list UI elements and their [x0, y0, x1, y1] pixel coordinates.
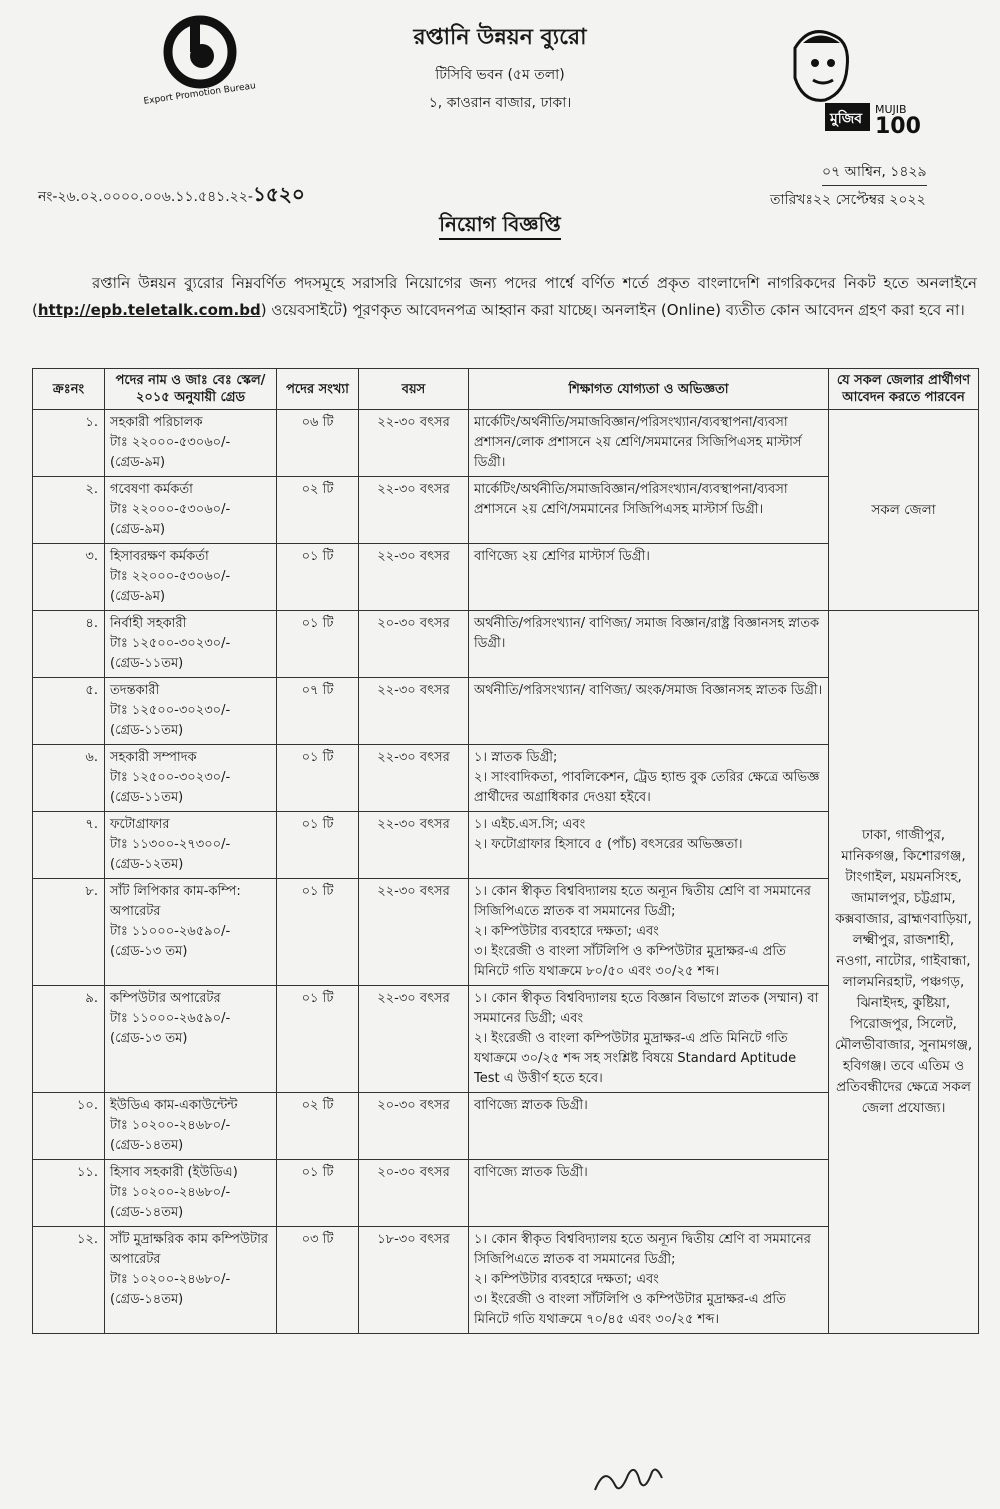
pay-scale: টাঃ ১১০০০-২৬৫৯০/-	[110, 924, 231, 939]
row-post	[105, 477, 277, 544]
post-name: হিসাবরক্ষণ কর্মকর্তা	[110, 549, 209, 564]
row-age: ২২-৩০ বৎসর	[359, 986, 469, 1093]
row-qualification	[469, 1160, 829, 1227]
row-count: ০৭ টি	[277, 678, 359, 745]
pay-scale: টাঃ ১২৫০০-৩০২৩০/-	[110, 703, 231, 718]
row-serial: ১২.	[33, 1227, 105, 1334]
notice-title-text: নিয়োগ বিজ্ঞপ্তি	[439, 212, 561, 240]
row-age: ২০-৩০ বৎসর	[359, 611, 469, 678]
memo-reference	[38, 180, 305, 213]
pay-scale: টাঃ ২২০০০-৫৩০৬০/-	[110, 435, 231, 450]
row-qualification	[469, 1227, 829, 1334]
row-count: ০৬ টি	[277, 410, 359, 477]
qualification-line: অর্থনীতি/পরিসংখ্যান/ বাণিজ্য/ অংক/সমাজ বিজ্ঞানসহ স্নাতক ডিগ্রী।	[474, 683, 823, 698]
row-qualification	[469, 611, 829, 678]
post-name: সহকারী পরিচালক	[110, 415, 203, 430]
row-count: ০১ টি	[277, 1160, 359, 1227]
table-row	[33, 410, 979, 477]
row-age: ২২-৩০ বৎসর	[359, 544, 469, 611]
grade: (গ্রেড-১১তম)	[110, 723, 184, 738]
row-qualification	[469, 986, 829, 1093]
qualification-line: মার্কেটিং/অর্থনীতি/সমাজবিজ্ঞান/পরিসংখ্যান/ব্যবস্থাপনা/ব্যবসা প্রশাসনে ২য় শ্রেণি/সমমানের সিজিপিএসহ মাস্টার্স ডিগ্রী।	[474, 482, 788, 517]
intro-text-after: ওয়েবসাইটে) পূরণকৃত আবেদনপত্র আহ্বান করা যাচ্ছে। অনলাইন (Online) ব্যতীত কোন আবেদন গ্রহণ করা হবে না।	[266, 301, 965, 319]
signature	[590, 1460, 670, 1500]
pay-scale: টাঃ ২২০০০-৫৩০৬০/-	[110, 502, 231, 517]
pay-scale: টাঃ ১১৩০০-২৭৩০০/-	[110, 837, 231, 852]
row-count: ০২ টি	[277, 1093, 359, 1160]
grade: (গ্রেড-১২তম)	[110, 857, 184, 872]
district-list: ঢাকা, গাজীপুর, মানিকগঞ্জ, কিশোরগঞ্জ, টাংগাইল, ময়মনসিংহ, জামালপুর, চট্টগ্রাম, কক্সবাজার, ব্রাহ্মণবাড়িয়া, লক্ষ্মীপুর, রাজশাহী, নওগা, নাটোর, গাইবান্ধা, লালমনিরহাট, পঞ্চগড়, ঝিনাইদহ, কুষ্টিয়া, পিরোজপুর, সিলেট, মৌলভীবাজার, সুনামগঞ্জ, হবিগঞ্জ। তবে এতিম ও প্রতিবন্ধীদের ক্ষেত্রে সকল জেলা প্রযোজ্য।	[829, 611, 979, 1334]
pay-scale: টাঃ ১০২০০-২৪৬৮০/-	[110, 1118, 231, 1133]
pay-scale: টাঃ ১২৫০০-৩০২৩০/-	[110, 770, 231, 785]
row-qualification	[469, 812, 829, 879]
row-post	[105, 410, 277, 477]
memo-ref-number: ১৫২০	[252, 182, 305, 206]
header-serial: ক্রঃনং	[33, 369, 105, 410]
district-all: সকল জেলা	[829, 410, 979, 611]
header-post: পদের নাম ও জাঃ বেঃ স্কেল/২০১৫ অনুযায়ী গ্রেড	[105, 369, 277, 410]
pay-scale: টাঃ ১০২০০-২৪৬৮০/-	[110, 1185, 231, 1200]
row-serial: ৯.	[33, 986, 105, 1093]
row-age: ১৮-৩০ বৎসর	[359, 1227, 469, 1334]
org-header	[300, 20, 700, 115]
table-row	[33, 611, 979, 678]
qualification-line: ১। স্নাতক ডিগ্রী;	[474, 750, 558, 765]
row-post	[105, 611, 277, 678]
row-serial: ২.	[33, 477, 105, 544]
table-header-row	[33, 369, 979, 410]
header-qualification: শিক্ষাগত যোগ্যতা ও অভিজ্ঞতা	[469, 369, 829, 410]
row-count: ০১ টি	[277, 745, 359, 812]
row-age: ২২-৩০ বৎসর	[359, 678, 469, 745]
row-serial: ৪.	[33, 611, 105, 678]
row-post	[105, 1227, 277, 1334]
row-age: ২২-৩০ বৎসর	[359, 812, 469, 879]
epb-logo	[143, 10, 257, 107]
row-post	[105, 544, 277, 611]
row-qualification	[469, 544, 829, 611]
qualification-line: ২। কম্পিউটার ব্যবহারে দক্ষতা; এবং	[474, 1272, 659, 1287]
post-name: হিসাব সহকারী (ইউডিএ)	[110, 1165, 238, 1180]
row-age: ২২-৩০ বৎসর	[359, 745, 469, 812]
org-address: ১, কাওরান বাজার, ঢাকা।	[428, 95, 572, 111]
vacancy-table	[32, 368, 979, 1334]
qualification-line: বাণিজ্যে স্নাতক ডিগ্রী।	[474, 1165, 588, 1180]
row-age: ২২-৩০ বৎসর	[359, 477, 469, 544]
row-serial: ৬.	[33, 745, 105, 812]
qualification-line: ২। ফটোগ্রাফার হিসাবে ৫ (পাঁচ) বৎসরের অভিজ্ঞতা।	[474, 837, 743, 852]
post-name: ইউডিএ কাম-একাউন্টেন্ট	[110, 1098, 238, 1113]
memo-date	[770, 160, 927, 212]
row-qualification	[469, 477, 829, 544]
row-serial: ৫.	[33, 678, 105, 745]
header-age: বয়স	[359, 369, 469, 410]
grade: (গ্রেড-৯ম)	[110, 522, 166, 537]
row-serial: ১১.	[33, 1160, 105, 1227]
pay-scale: টাঃ ১২৫০০-৩০২৩০/-	[110, 636, 231, 651]
qualification-line: ২। সাংবাদিকতা, পাবলিকেশন, ট্রেড হ্যান্ড বুক তেরির ক্ষেত্রে অভিজ্ঞ প্রার্থীদের অগ্রাধিকার দেওয়া হইবে।	[474, 770, 820, 805]
qualification-line: ১। এইচ.এস.সি; এবং	[474, 817, 586, 832]
date-bangla: ০৭ আশ্বিন, ১৪২৯	[822, 160, 927, 186]
grade: (গ্রেড-১৩ তম)	[110, 1031, 188, 1046]
qualification-line: ১। কোন স্বীকৃত বিশ্ববিদ্যালয় হতে বিজ্ঞান বিভাগে স্নাতক (সম্মান) বা সমমানের ডিগ্রী; এবং	[474, 991, 819, 1026]
post-name: কম্পিউটার অপারেটর	[110, 991, 221, 1006]
date-label: তারিখঃ	[770, 192, 813, 208]
mujib-borsho-logo	[765, 18, 935, 138]
row-qualification	[469, 879, 829, 986]
row-post	[105, 812, 277, 879]
row-post	[105, 1160, 277, 1227]
row-post	[105, 1093, 277, 1160]
svg-text:100: 100	[875, 114, 921, 139]
post-name: ফটোগ্রাফার	[110, 817, 170, 832]
qualification-line: অর্থনীতি/পরিসংখ্যান/ বাণিজ্য/ সমাজ বিজ্ঞান/রাষ্ট্র বিজ্ঞানসহ স্নাতক ডিগ্রী।	[474, 616, 820, 651]
row-count: ০১ টি	[277, 611, 359, 678]
post-name: নির্বাহী সহকারী	[110, 616, 187, 631]
date-english: ২২ সেপ্টেম্বর ২০২২	[812, 192, 926, 208]
org-name: রপ্তানি উন্নয়ন ব্যুরো	[413, 25, 587, 50]
qualification-line: মার্কেটিং/অর্থনীতি/সমাজবিজ্ঞান/পরিসংখ্যান/ব্যবস্থাপনা/ব্যবসা প্রশাসন/লোক প্রশাসনে ২য় শ্রেণি/সমমানের সিজিপিএসহ মাস্টার্স ডিগ্রী।	[474, 415, 802, 470]
row-serial: ৩.	[33, 544, 105, 611]
grade: (গ্রেড-১১তম)	[110, 790, 184, 805]
row-qualification	[469, 1093, 829, 1160]
intro-url-link[interactable]: http://epb.teletalk.com.bd	[37, 301, 261, 319]
grade: (গ্রেড-১৪তম)	[110, 1205, 184, 1220]
grade: (গ্রেড-৯ম)	[110, 589, 166, 604]
grade: (গ্রেড-১৩ তম)	[110, 944, 188, 959]
row-age: ২২-৩০ বৎসর	[359, 410, 469, 477]
qualification-line: ২। ইংরেজী ও বাংলা কম্পিউটার মুদ্রাক্ষর-এ প্রতি মিনিটে গতি যথাক্রমে ৩০/২৫ শব্দ সহ সংশ্লিষ্ট বিষয়ে Standard Aptitude Test এ উত্তীর্ণ হতে হবে।	[474, 1031, 797, 1086]
row-serial: ১.	[33, 410, 105, 477]
row-count: ০৩ টি	[277, 1227, 359, 1334]
row-post	[105, 986, 277, 1093]
row-serial: ৮.	[33, 879, 105, 986]
row-serial: ১০.	[33, 1093, 105, 1160]
row-count: ০১ টি	[277, 986, 359, 1093]
row-count: ০২ টি	[277, 477, 359, 544]
post-name: সাঁট মুদ্রাক্ষরিক কাম কম্পিউটার অপারেটর	[110, 1232, 269, 1267]
post-name: সাঁট লিপিকার কাম-কম্পি: অপারেটর	[110, 884, 241, 919]
svg-text:Export Promotion Bureau: Export Promotion Bureau	[143, 81, 257, 107]
qualification-line: ২। কম্পিউটার ব্যবহারে দক্ষতা; এবং	[474, 924, 659, 939]
post-name: সহকারী সম্পাদক	[110, 750, 197, 765]
row-post	[105, 745, 277, 812]
row-count: ০১ টি	[277, 812, 359, 879]
notice-title	[0, 210, 1000, 243]
row-age: ২০-৩০ বৎসর	[359, 1093, 469, 1160]
grade: (গ্রেড-১৪তম)	[110, 1292, 184, 1307]
qualification-line: ১। কোন স্বীকৃত বিশ্ববিদ্যালয় হতে অন্যূন দ্বিতীয় শ্রেণি বা সমমানের সিজিপিএতে স্নাতক বা সমমানের ডিগ্রী;	[474, 884, 811, 919]
row-post	[105, 879, 277, 986]
row-serial: ৭.	[33, 812, 105, 879]
row-qualification	[469, 678, 829, 745]
pay-scale: টাঃ ১১০০০-২৬৫৯০/-	[110, 1011, 231, 1026]
row-qualification	[469, 745, 829, 812]
row-age: ২২-৩০ বৎসর	[359, 879, 469, 986]
qualification-line: ১। কোন স্বীকৃত বিশ্ববিদ্যালয় হতে অন্যূন দ্বিতীয় শ্রেণি বা সমমানের সিজিপিএতে স্নাতক বা সমমানের ডিগ্রী;	[474, 1232, 811, 1267]
memo-ref-prefix: নং-২৬.০২.০০০০.০০৬.১১.৫৪১.২২-	[38, 189, 253, 205]
header-district: যে সকল জেলার প্রার্থীগণ আবেদন করতে পারবেন	[829, 369, 979, 410]
qualification-line: বাণিজ্যে স্নাতক ডিগ্রী।	[474, 1098, 588, 1113]
qualification-line: ৩। ইংরেজী ও বাংলা সাঁটলিপি ও কম্পিউটার মুদ্রাক্ষর-এ প্রতি মিনিটে গতি যথাক্রমে ৮০/৫০ এবং ৩০/২৫ শব্দ।	[474, 944, 786, 979]
qualification-line: বাণিজ্যে ২য় শ্রেণির মাস্টার্স ডিগ্রী।	[474, 549, 650, 564]
row-age: ২০-৩০ বৎসর	[359, 1160, 469, 1227]
svg-text:মুজিব: মুজিব	[830, 111, 863, 127]
post-name: গবেষণা কর্মকর্তা	[110, 482, 193, 497]
intro-text-before: রপ্তানি উন্নয়ন ব্যুরোর নিম্নবর্ণিত পদসমূহে সরাসরি নিয়োগের জন্য পদের পার্শ্বে বর্ণিত শর্তে প্রকৃত বাংলাদেশি নাগরিকদের নিকট হতে অনলাইনে (	[32, 274, 977, 319]
row-count: ০১ টি	[277, 879, 359, 986]
org-building: টিসিবি ভবন (৫ম তলা)	[435, 67, 565, 83]
grade: (গ্রেড-৯ম)	[110, 455, 166, 470]
grade: (গ্রেড-১৪তম)	[110, 1138, 184, 1153]
grade: (গ্রেড-১১তম)	[110, 656, 184, 671]
intro-paragraph: রপ্তানি উন্নয়ন ব্যুরোর নিম্নবর্ণিত পদসমূহে সরাসরি নিয়োগের জন্য পদের পার্শ্বে বর্ণিত শর্তে প্রকৃত বাংলাদেশি নাগরিকদের নিকট হতে অনলাইনে (http://epb.teletalk.com.bd) ওয়েবসাইটে) পূরণকৃত আবেদনপত্র আহ্বান করা যাচ্ছে। অনলাইন (Online) ব্যতীত কোন আবেদন গ্রহণ করা হবে না।	[32, 274, 977, 319]
post-name: তদন্তকারী	[110, 683, 160, 698]
row-count: ০১ টি	[277, 544, 359, 611]
svg-text:MUJIB: MUJIB	[875, 103, 907, 116]
row-qualification	[469, 410, 829, 477]
row-post	[105, 678, 277, 745]
pay-scale: টাঃ ২২০০০-৫৩০৬০/-	[110, 569, 231, 584]
header-count: পদের সংখ্যা	[277, 369, 359, 410]
qualification-line: ৩। ইংরেজী ও বাংলা সাঁটলিপি ও কম্পিউটার মুদ্রাক্ষর-এ প্রতি মিনিটে গতি যথাক্রমে ৭০/৪৫ এবং ৩০/২৫ শব্দ।	[474, 1292, 786, 1327]
pay-scale: টাঃ ১০২০০-২৪৬৮০/-	[110, 1272, 231, 1287]
